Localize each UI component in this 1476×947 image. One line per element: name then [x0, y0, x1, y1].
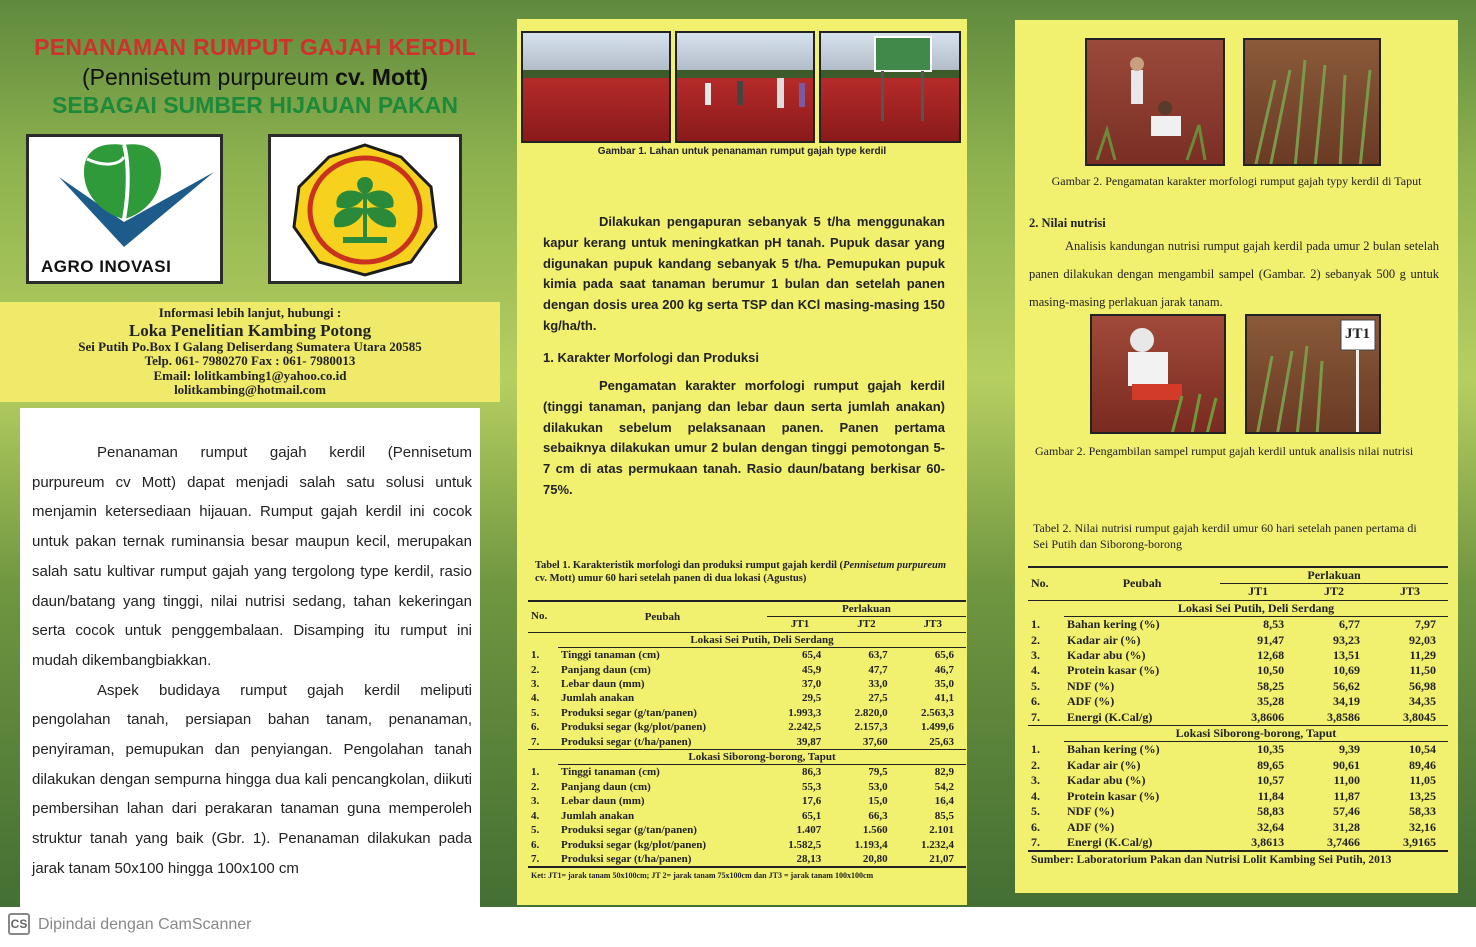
table-1-cell-jt2: 2.157,3	[854, 721, 888, 734]
contact-email-2: lolitkambing@hotmail.com	[174, 382, 326, 397]
table-1-cell-peubah: Lebar daun (mm)	[561, 795, 645, 808]
figure-2a-caption: Gambar 2. Pengamatan karakter morfologi rumput gajah typy kerdil di Taput	[1051, 174, 1422, 188]
table-1-cell-no: 1.	[531, 766, 540, 779]
table-1-cell-jt3: 46,7	[934, 663, 954, 676]
table-1-cell-peubah: Panjang daun (cm)	[561, 663, 651, 676]
table-2	[1028, 566, 1448, 868]
intro-paragraph-1: Penanaman rumput gajah kerdil (Pennisetum purpureum cv Mott) dapat menjadi salah satu solusi untuk menjamin ketersediaan hijauan. Rumput gajah kerdil ini cocok untuk pakan ternak ruminansia besar maupun kecil, merupakan salah satu kultivar rumput gajah yang tergolong type kerdil, rasio daun/batang yang tinggi, nilai nutrisi sedang, tahan kekeringan serta cocok untuk penggembalaan. Disamping itu rumput ini mudah dikembangbiakkan.	[32, 444, 472, 669]
table-2-location-2: Lokasi Siborong-borong, Taput	[1064, 726, 1448, 742]
table-2-row	[1028, 710, 1448, 726]
signboard-icon	[821, 33, 961, 143]
table-2-cell-peubah: NDF (%)	[1067, 678, 1115, 693]
agro-inovasi-logo	[26, 134, 223, 284]
table-1-title	[535, 559, 953, 585]
table-2-title: Tabel 2. Nilai nutrisi rumput gajah kerdil umur 60 hari setelah panen pertama di Sei Putih dan Siborong-borong	[1033, 521, 1417, 551]
table-1-cell-no: 4.	[531, 692, 540, 705]
table-2-cell-jt3: 10,54	[1409, 742, 1436, 757]
table-1-row	[528, 838, 966, 852]
table-1-cell-jt1: 1.993,3	[788, 706, 822, 719]
table-1-cell-no: 6.	[531, 838, 540, 851]
table-2-cell-no: 1.	[1031, 616, 1040, 631]
table-1-head-jt1: JT1	[790, 618, 810, 631]
table-1-cell-jt2: 27,5	[868, 692, 888, 705]
fertilizer-text: Dilakukan pengapuran sebanyak 5 t/ha menggunakan kapur kerang untuk meningkatkan pH tanah. Pupuk dasar yang digunakan pupuk kandang sebanyak 5 t/ha. Pemupukan pupuk kimia pada saat tanaman berumur 1 bulan dan setelah panen dengan dosis urea 200 kg serta TSP dan KCl masing-masing 150 kg/ha/th.	[543, 214, 945, 333]
table-2-cell-no: 2.	[1031, 757, 1040, 772]
table-2-cell-peubah: Energi (K.Cal/g)	[1067, 834, 1153, 849]
table-1-cell-no: 4.	[531, 809, 540, 822]
table-2-head-no: No.	[1031, 576, 1049, 591]
table-2-cell-peubah: Kadar air (%)	[1067, 632, 1141, 647]
table-2-head-peubah: Peubah	[1122, 576, 1162, 591]
subtitle-cultivar: cv. Mott)	[335, 64, 428, 90]
table-2-cell-peubah: Energi (K.Cal/g)	[1067, 709, 1153, 724]
table-1-cell-jt1: 37,0	[801, 678, 822, 691]
table-1-head-no: No.	[531, 610, 548, 623]
table-1-row	[528, 706, 966, 720]
table-2-cell-jt1: 3,8606	[1251, 709, 1285, 724]
table-2-cell-jt2: 11,00	[1333, 773, 1360, 788]
table-1-cell-jt3: 2.563,3	[921, 706, 954, 719]
table-2-head-jt2: JT2	[1324, 584, 1345, 599]
table-1-cell-jt3: 35,0	[934, 678, 954, 691]
table-1-cell-peubah: Produksi segar (kg/plot/panen)	[561, 838, 707, 851]
table-2-cell-jt1: 32,64	[1257, 819, 1285, 834]
table-2-cell-jt3: 11,29	[1409, 648, 1436, 663]
table-2-cell-peubah: Kadar abu (%)	[1067, 773, 1146, 788]
nutrition-paragraph: Analisis kandungan nutrisi rumput gajah kerdil pada umur 2 bulan setelah panen dilakukan dengan mengambil sampel (Gambar. 2) sebanyak 500 g untuk masing-masing perlakuan jarak tanam.	[1029, 239, 1439, 309]
table-2-head-jt3: JT3	[1399, 584, 1420, 599]
table-2-cell-no: 4.	[1031, 663, 1040, 678]
table-1-cell-jt1: 29,5	[801, 692, 822, 705]
table-1-cell-jt2: 53,0	[868, 780, 888, 793]
table-1-title-part-a: Tabel 1. Karakteristik morfologi dan produksi rumput gajah kerdil (	[535, 560, 844, 571]
table-1-cell-jt2: 66,3	[868, 809, 888, 822]
table-2-cell-jt3: 34,35	[1409, 694, 1436, 709]
table-1-cell-peubah: Produksi segar (kg/plot/panen)	[561, 721, 707, 734]
table-1-row	[528, 663, 966, 677]
intro-text-panel	[20, 408, 480, 908]
table-2-cell-peubah: Kadar abu (%)	[1067, 648, 1146, 663]
table-2-location-1: Lokasi Sei Putih, Deli Serdang	[1064, 600, 1448, 616]
table-1-cell-jt2: 33,0	[868, 678, 888, 691]
table-2-row	[1028, 648, 1448, 663]
contact-phone: Telp. 061- 7980270 Fax : 061- 7980013	[144, 353, 356, 368]
table-2-cell-jt1: 35,28	[1257, 694, 1285, 709]
table-1-cell-jt1: 28,13	[796, 852, 822, 865]
section-1-heading: 1. Karakter Morfologi dan Produksi	[543, 350, 759, 365]
field-photo-1	[521, 31, 671, 143]
table-2-cell-no: 4.	[1031, 788, 1040, 803]
table-1-cell-no: 1.	[531, 648, 540, 661]
table-2-cell-peubah: NDF (%)	[1067, 804, 1115, 819]
morphology-text: Pengamatan karakter morfologi rumput gajah kerdil (tinggi tanaman, panjang dan lebar daun serta jumlah anakan) dilakukan sebelum pelaksanaan panen. Panen pertama sebaiknya dilakukan umur 2 bulan dengan tinggi pemotongan 5-7 cm di atas permukaan tanah. Rasio daun/batang berkisar 60-75%.	[543, 378, 945, 497]
contact-institution: Loka Penelitian Kambing Potong	[128, 320, 372, 340]
table-1-head-jt3: JT3	[923, 618, 942, 631]
table-2-cell-jt1: 58,25	[1257, 678, 1285, 693]
table-1-row	[528, 735, 966, 750]
camscanner-watermark: Dipindai dengan CamScanner	[38, 916, 252, 933]
table-1-cell-jt1: 65,1	[801, 809, 822, 822]
table-2-cell-jt2: 13,51	[1332, 648, 1360, 663]
intro-paragraph-2: Aspek budidaya rumput gajah kerdil meliputi pengolahan tanah, persiapan bahan tanam, penanaman, penyiraman, pemupukan dan penyiangan. Pengolahan tanah dilakukan dengan sempurna hingga dua kali pencangkolan, diikuti pembersihan lahan dari perakaran tanaman guna memperoleh struktur tanah yang baik (Gbr. 1). Penanaman dilakukan pada jarak tanam 50x100 hingga 100x100 cm	[32, 681, 472, 877]
table-1-cell-jt1: 1.407	[796, 824, 822, 837]
sampling-photo-2	[1245, 314, 1381, 434]
table-1-row	[528, 823, 966, 837]
table-1-cell-peubah: Lebar daun (mm)	[561, 678, 645, 691]
table-1-cell-no: 7.	[531, 852, 540, 865]
table-1-cell-no: 2.	[531, 663, 540, 676]
observation-photo-1	[1085, 38, 1225, 166]
observation-photo-2	[1243, 38, 1381, 166]
table-1-location-1: Lokasi Sei Putih, Deli Serdang	[558, 632, 966, 647]
table-2-row	[1028, 663, 1448, 678]
plot-sign-label: JT1	[1345, 326, 1371, 342]
table-1-row	[528, 852, 966, 867]
table-2-cell-jt2: 10,69	[1332, 663, 1360, 678]
table-1-cell-jt3: 16,4	[934, 795, 954, 808]
table-2-cell-no: 6.	[1031, 694, 1040, 709]
fertilizer-paragraph	[543, 212, 945, 337]
table-2-cell-jt1: 3,8613	[1251, 834, 1285, 849]
table-1-cell-jt1: 65,4	[801, 649, 822, 662]
farmer-sampling-icon	[1092, 316, 1226, 434]
morphology-paragraph	[543, 376, 945, 501]
contact-email-1: Email: lolitkambing1@yahoo.co.id	[153, 367, 347, 383]
table-2-cell-no: 2.	[1031, 632, 1040, 647]
table-1-cell-jt3: 54,2	[934, 780, 954, 793]
table-1	[528, 600, 966, 883]
table-1-cell-peubah: Produksi segar (t/ha/panen)	[561, 735, 692, 748]
contact-intro: Informasi lebih lanjut, hubungi :	[158, 305, 342, 320]
table-2-cell-jt3: 11,05	[1409, 773, 1436, 788]
table-2-cell-jt3: 32,16	[1409, 819, 1436, 834]
table-1-cell-peubah: Jumlah anakan	[561, 692, 635, 705]
table-2-cell-jt2: 57,46	[1332, 804, 1360, 819]
table-1-row	[528, 677, 966, 691]
table-2-cell-jt2: 3,8586	[1326, 709, 1360, 724]
contact-panel	[0, 302, 500, 402]
table-2-cell-no: 5.	[1031, 678, 1040, 693]
table-1-cell-no: 7.	[531, 735, 540, 748]
table-1-title-part-c: cv. Mott) umur 60 hari setelah panen di dua lokasi (Agustus)	[535, 573, 807, 584]
table-2-cell-jt2: 11,87	[1333, 788, 1360, 803]
table-1-cell-jt3: 2.101	[929, 824, 954, 837]
table-2-cell-peubah: Protein kasar (%)	[1067, 788, 1160, 803]
table-1-row	[528, 809, 966, 823]
table-2-cell-jt3: 56,98	[1409, 678, 1436, 693]
table-2-cell-peubah: Protein kasar (%)	[1067, 663, 1160, 678]
table-2-row	[1028, 820, 1448, 835]
table-2-cell-jt3: 7,97	[1415, 617, 1436, 632]
table-1-cell-jt1: 55,3	[801, 780, 822, 793]
table-2-cell-jt3: 11,50	[1409, 663, 1436, 678]
grass-plants-icon	[1245, 40, 1381, 166]
table-2-cell-jt2: 6,77	[1338, 617, 1360, 632]
table-1-cell-jt3: 65,6	[934, 649, 954, 662]
contact-address: Sei Putih Po.Box I Galang Deliserdang Sumatera Utara 20585	[78, 338, 422, 354]
camscanner-icon: CS	[8, 913, 30, 935]
table-1-cell-jt3: 25,63	[929, 735, 954, 748]
table-1-note: Ket: JT1= jarak tanam 50x100cm; JT 2= jarak tanam 75x100cm dan JT3 = jarak tanam 100x100cm	[531, 871, 874, 880]
sampling-photo-1	[1090, 314, 1226, 434]
table-2-row	[1028, 679, 1448, 694]
field-photo-3	[819, 31, 961, 143]
table-2-cell-no: 7.	[1031, 834, 1040, 849]
table-1-cell-jt2: 47,7	[868, 663, 888, 676]
section-2-heading: 2. Nilai nutrisi	[1029, 216, 1106, 230]
table-2-source: Sumber: Laboratorium Pakan dan Nutrisi Lolit Kambing Sei Putih, 2013	[1031, 853, 1392, 866]
table-2-cell-jt1: 89,65	[1257, 757, 1285, 772]
table-2-cell-no: 6.	[1031, 819, 1040, 834]
table-1-row	[528, 780, 966, 794]
table-2-cell-jt3: 58,33	[1409, 804, 1436, 819]
table-2-row	[1028, 789, 1448, 804]
table-1-cell-jt3: 82,9	[934, 766, 954, 779]
table-1-cell-jt2: 1.193,4	[854, 838, 888, 851]
table-1-head-jt2: JT2	[857, 618, 876, 631]
table-1-cell-jt3: 21,07	[929, 852, 954, 865]
table-1-cell-jt1: 2.242,5	[788, 721, 822, 734]
table-2-cell-jt3: 89,46	[1409, 757, 1436, 772]
table-2-cell-peubah: ADF (%)	[1067, 694, 1115, 709]
agro-inovasi-label: AGRO INOVASI	[41, 257, 172, 276]
ministry-emblem-icon	[271, 137, 459, 281]
table-2-cell-jt1: 8,53	[1263, 617, 1285, 632]
table-1-row	[528, 794, 966, 808]
table-1-cell-peubah: Produksi segar (g/tan/panen)	[561, 706, 697, 719]
table-2-cell-jt2: 90,61	[1332, 757, 1360, 772]
table-2-cell-jt2: 3,7466	[1326, 834, 1360, 849]
table-2-cell-jt2: 93,23	[1332, 632, 1360, 647]
table-2-cell-jt1: 10,50	[1257, 663, 1285, 678]
table-2-cell-peubah: Bahan kering (%)	[1067, 742, 1160, 757]
table-1-cell-jt3: 85,5	[934, 809, 954, 822]
table-2-head-perlakuan: Perlakuan	[1220, 567, 1448, 584]
table-1-cell-jt2: 15,0	[868, 795, 888, 808]
table-1-cell-jt3: 1.499,6	[921, 721, 954, 734]
table-1-cell-peubah: Produksi segar (g/tan/panen)	[561, 824, 697, 837]
poster-title: PENANAMAN RUMPUT GAJAH KERDIL	[34, 34, 476, 60]
table-2-cell-jt2: 31,28	[1332, 819, 1360, 834]
table-2-row	[1028, 694, 1448, 709]
table-2-row	[1028, 617, 1448, 633]
table-1-cell-jt1: 17,6	[801, 795, 822, 808]
poster-subtitle	[10, 64, 500, 91]
table-2-row	[1028, 742, 1448, 758]
table-1-cell-peubah: Tinggi tanaman (cm)	[561, 766, 660, 779]
table-1-cell-peubah: Produksi segar (t/ha/panen)	[561, 852, 692, 865]
table-2-cell-no: 1.	[1031, 742, 1040, 757]
poster-tagline: SEBAGAI SUMBER HIJAUAN PAKAN	[52, 92, 458, 118]
table-2-cell-no: 3.	[1031, 773, 1040, 788]
table-2-cell-jt2: 9,39	[1338, 742, 1360, 757]
figure-2b-caption: Gambar 2. Pengambilan sampel rumput gajah kerdil untuk analisis nilai nutrisi	[1035, 444, 1414, 458]
table-2-row	[1028, 804, 1448, 819]
field-photo-2	[675, 31, 815, 143]
table-1-cell-no: 3.	[531, 795, 540, 808]
table-2-cell-jt1: 11,84	[1257, 788, 1285, 803]
table-1-title-species: Pennisetum purpureum	[843, 560, 947, 571]
table-2-cell-jt3: 3,8045	[1403, 709, 1436, 724]
table-2-cell-jt3: 92,03	[1409, 632, 1436, 647]
table-1-head-perlakuan: Perlakuan	[767, 601, 966, 617]
table-1-cell-jt2: 79,5	[868, 766, 888, 779]
table-1-cell-peubah: Panjang daun (cm)	[561, 780, 651, 793]
table-2-cell-jt3: 3,9165	[1403, 834, 1436, 849]
table-1-cell-jt2: 63,7	[868, 649, 888, 662]
table-1-cell-no: 5.	[531, 824, 540, 837]
table-1-cell-jt2: 2.820,0	[854, 706, 888, 719]
table-1-cell-jt3: 1.232,4	[921, 838, 954, 851]
table-2-row	[1028, 758, 1448, 773]
table-1-cell-no: 6.	[531, 721, 540, 734]
table-1-row	[528, 691, 966, 705]
table-2-row	[1028, 633, 1448, 648]
table-2-cell-jt1: 91,47	[1257, 632, 1285, 647]
table-2-cell-no: 7.	[1031, 709, 1040, 724]
table-1-row	[528, 765, 966, 780]
table-2-row	[1028, 773, 1448, 788]
table-2-cell-jt1: 10,35	[1257, 742, 1285, 757]
figure-1-caption: Gambar 1. Lahan untuk penanaman rumput gajah type kerdil	[597, 146, 887, 157]
table-2-cell-peubah: Kadar air (%)	[1067, 757, 1141, 772]
table-1-cell-jt1: 86,3	[801, 766, 822, 779]
table-1-row	[528, 648, 966, 663]
farmers-observing-icon	[1087, 40, 1225, 166]
table-1-cell-jt1: 39,87	[796, 735, 822, 748]
table-2-cell-jt1: 12,68	[1257, 648, 1285, 663]
table-1-location-2: Lokasi Siborong-borong, Taput	[558, 750, 966, 765]
table-1-cell-jt2: 37,60	[862, 735, 888, 748]
table-2-cell-jt2: 34,19	[1332, 694, 1360, 709]
table-1-cell-jt1: 1.582,5	[788, 838, 822, 851]
table-1-cell-jt3: 41,1	[934, 692, 954, 705]
table-1-cell-no: 5.	[531, 706, 540, 719]
table-2-cell-jt1: 10,57	[1257, 773, 1285, 788]
table-2-head-jt1: JT1	[1248, 584, 1269, 599]
table-1-head-peubah: Peubah	[644, 610, 681, 623]
table-1-cell-no: 3.	[531, 678, 540, 691]
table-1-cell-peubah: Jumlah anakan	[561, 809, 635, 822]
table-2-cell-no: 5.	[1031, 804, 1040, 819]
table-1-cell-no: 2.	[531, 780, 540, 793]
table-2-row	[1028, 835, 1448, 851]
table-2-cell-peubah: ADF (%)	[1067, 819, 1115, 834]
table-1-cell-jt2: 20,80	[862, 852, 888, 865]
table-1-cell-peubah: Tinggi tanaman (cm)	[561, 649, 660, 662]
field-workers-icon	[677, 33, 815, 143]
table-2-cell-peubah: Bahan kering (%)	[1067, 617, 1160, 632]
subtitle-species: (Pennisetum purpureum	[82, 64, 336, 90]
table-2-cell-no: 3.	[1031, 648, 1040, 663]
table-2-cell-jt1: 58,83	[1257, 804, 1285, 819]
table-2-cell-jt3: 13,25	[1409, 788, 1436, 803]
table-1-cell-jt1: 45,9	[801, 663, 822, 676]
table-1-row	[528, 720, 966, 734]
table-1-cell-jt2: 1.560	[862, 824, 888, 837]
table-2-cell-jt2: 56,62	[1332, 678, 1360, 693]
ministry-logo	[268, 134, 462, 284]
